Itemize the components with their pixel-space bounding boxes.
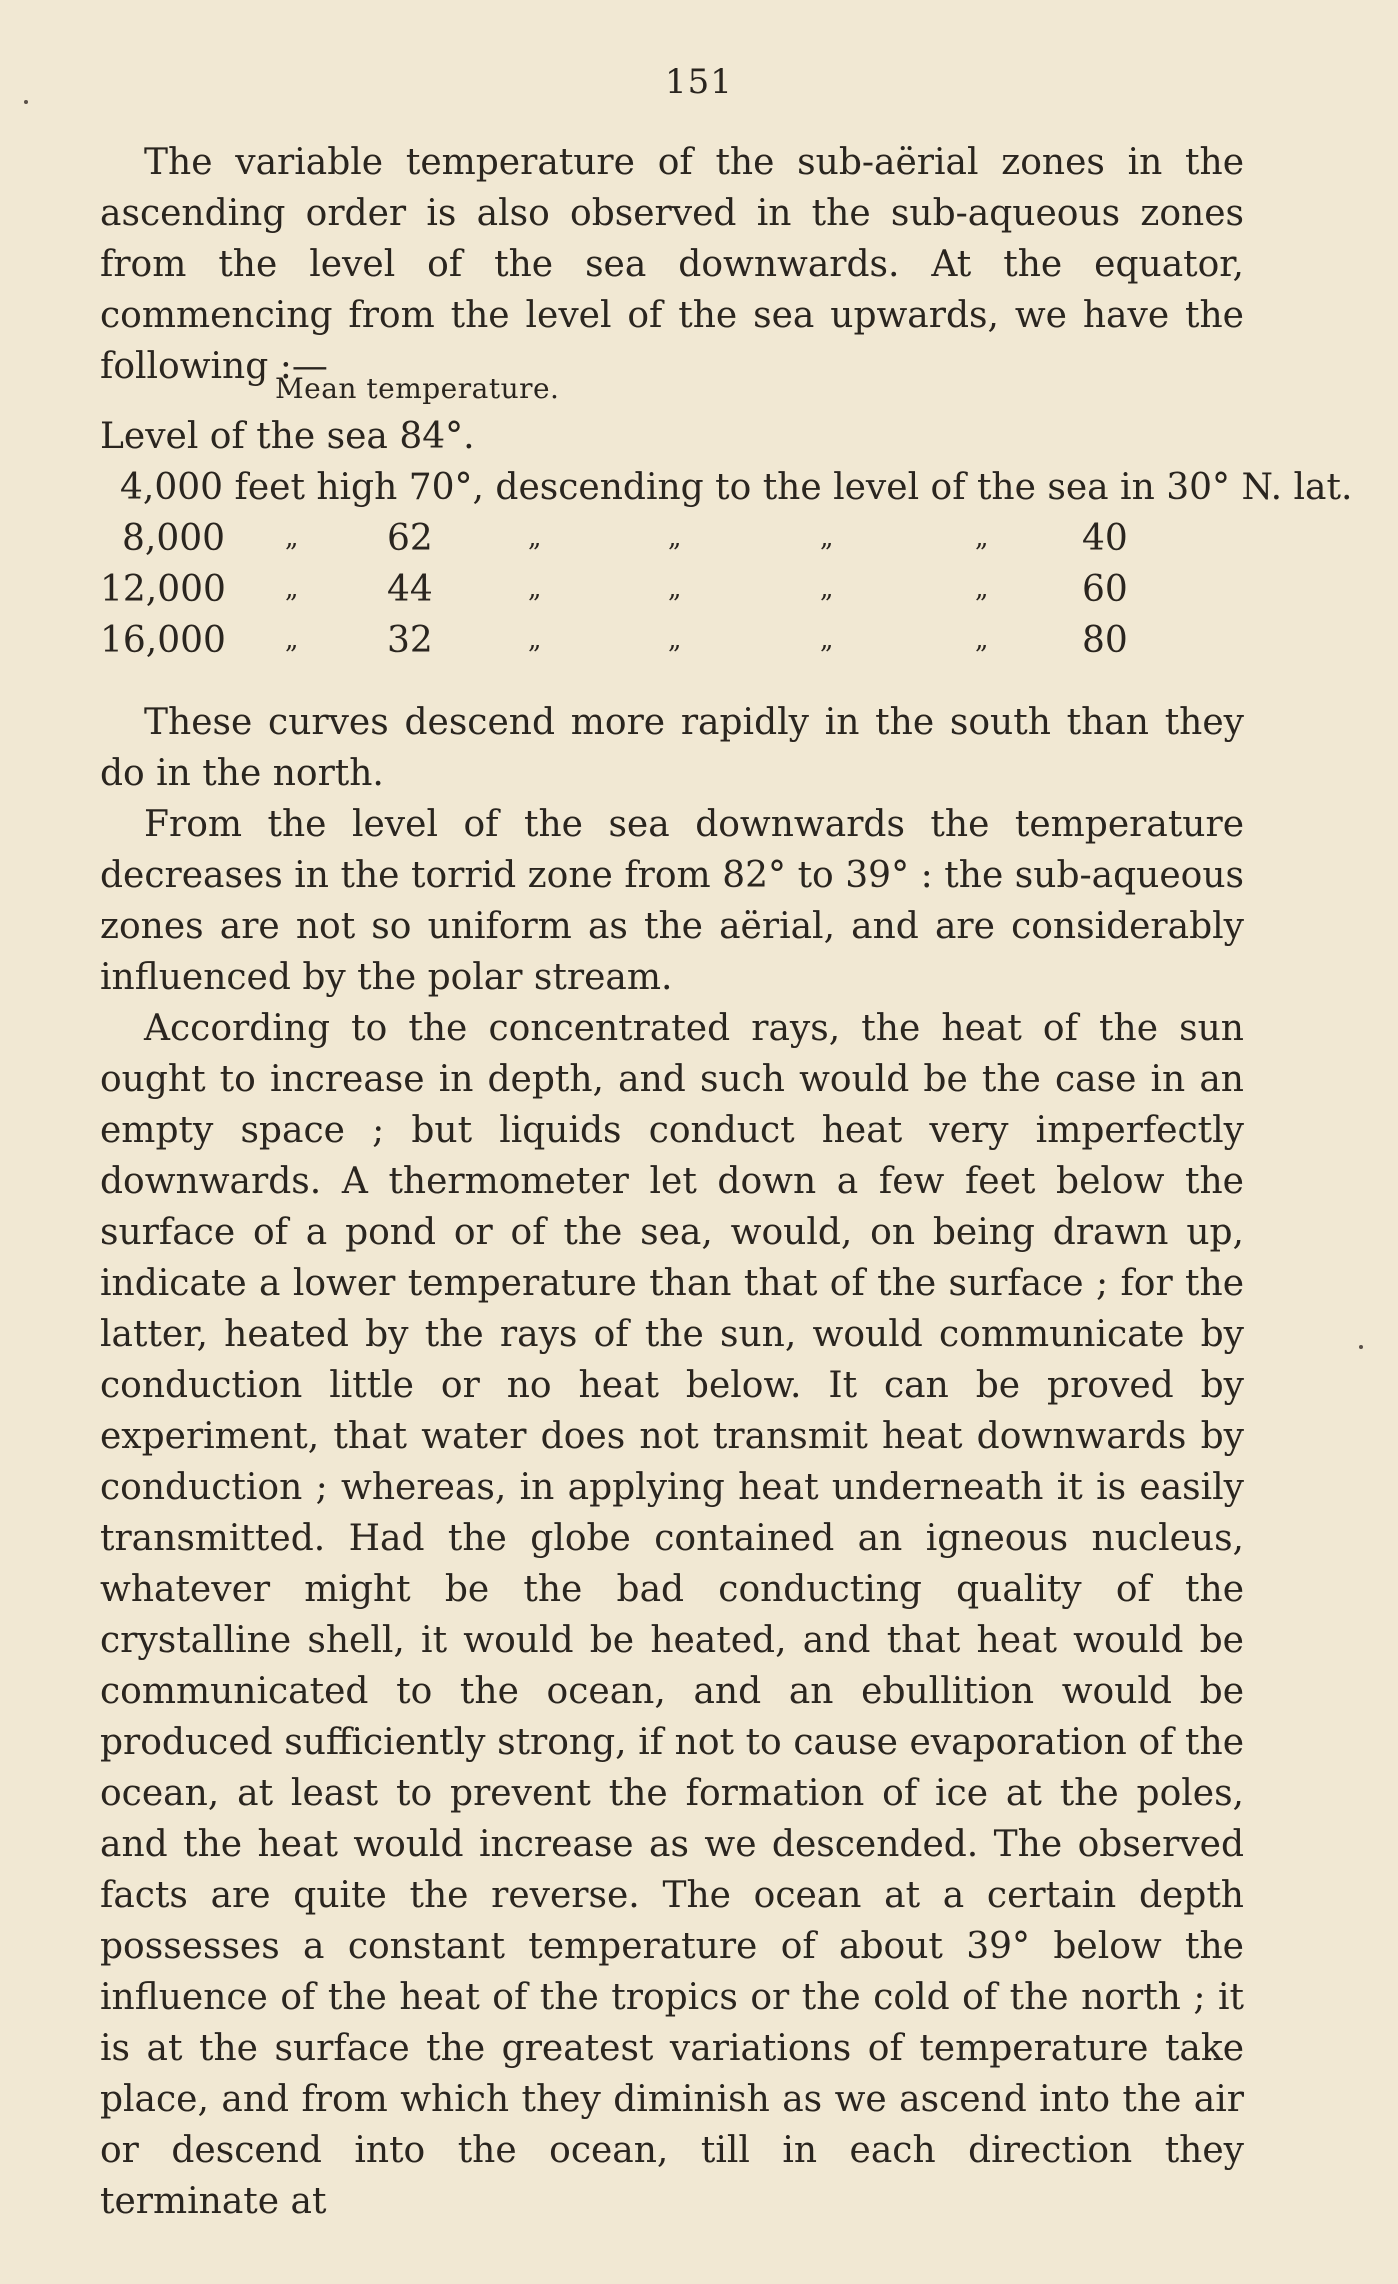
ditto-mark: „: [668, 523, 682, 553]
row-temp: 32: [387, 620, 433, 661]
table-header: Mean temperature.: [275, 372, 560, 405]
ditto-mark: „: [820, 625, 834, 655]
ditto-mark: „: [975, 523, 989, 553]
table-row: [0, 513, 1398, 564]
row-height: 8,000: [122, 518, 226, 559]
ditto-mark: „: [668, 574, 682, 604]
row-lat: 40: [1082, 518, 1128, 559]
row-height: 12,000: [100, 569, 226, 610]
table-first-row: 4,000 feet high 70°, descending to the level of the sea in 30° N. lat.: [120, 467, 1353, 508]
ditto-mark: „: [285, 574, 299, 604]
ditto-mark: „: [668, 625, 682, 655]
paragraph-1: The variable temperature of the sub-aërial zones in the ascending order is also observed in the sub-aqueous zones from the level of the sea downwards. At the equator, commencing from the level of the sea upwards, we have the following :—: [100, 142, 1244, 387]
table-row: [0, 564, 1398, 615]
paragraph-intro: [100, 137, 1244, 392]
ditto-mark: „: [528, 523, 542, 553]
paper-speck: [24, 100, 28, 104]
paragraph-2: These curves descend more rapidly in the south than they do in the north.: [100, 702, 1244, 794]
ditto-mark: „: [975, 574, 989, 604]
row-temp: 62: [387, 518, 433, 559]
row-lat: 60: [1082, 569, 1128, 610]
row-height: 16,000: [100, 620, 226, 661]
paragraph-3: From the level of the sea downwards the temperature decreases in the torrid zone from 82° to 39° : the sub-aqueous zones are not so uniform as the aërial, and are considerably influenced by the polar stream.: [100, 804, 1244, 998]
sea-level-line: Level of the sea 84°.: [100, 416, 475, 457]
paper-speck: [1359, 1345, 1363, 1349]
body-text: [100, 697, 1244, 2227]
paragraph-4: According to the concentrated rays, the heat of the sun ought to increase in depth, and such would be the case in an empty space ; but liquids conduct heat very imperfectly downwards. A thermometer let down a few feet below the surface of a pond or of the sea, would, on being drawn up, indicate a lower temperature than that of the surface ; for the latter, heated by the rays of the sun, would communicate by conduction little or no heat below. It can be proved by experiment, that water does not transmit heat downwards by conduction ; whereas, in applying heat underneath it is easily transmitted. Had the globe contained an igneous nucleus, whatever might be the bad conducting quality of the crystalline shell, it would be heated, and that heat would be communicated to the ocean, and an ebullition would be produced sufficiently strong, if not to cause evaporation of the ocean, at least to prevent the formation of ice at the poles, and the heat would increase as we descended. The observed facts are quite the reverse. The ocean at a certain depth possesses a constant temperature of about 39° below the influence of the heat of the tropics or the cold of the north ; it is at the surface the greatest variations of temperature take place, and from which they diminish as we ascend into the air or descend into the ocean, till in each direction they terminate at: [100, 1008, 1244, 2222]
page-number: 151: [665, 62, 733, 102]
ditto-mark: „: [820, 574, 834, 604]
ditto-mark: „: [528, 574, 542, 604]
row-lat: 80: [1082, 620, 1128, 661]
ditto-mark: „: [528, 625, 542, 655]
ditto-mark: „: [820, 523, 834, 553]
ditto-mark: „: [975, 625, 989, 655]
ditto-mark: „: [285, 625, 299, 655]
row-temp: 44: [387, 569, 433, 610]
ditto-mark: „: [285, 523, 299, 553]
table-row: [0, 615, 1398, 666]
